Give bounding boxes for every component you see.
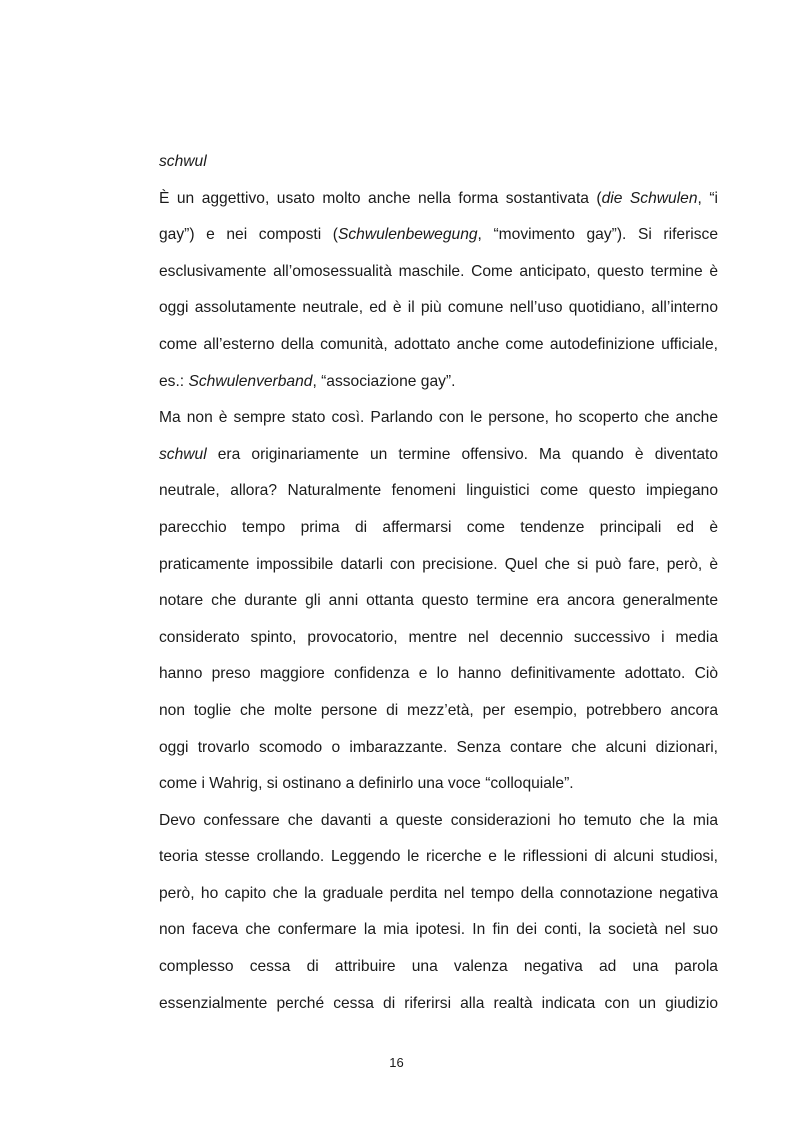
text-run: gay”) e nei composti ( xyxy=(159,226,338,244)
text-run: praticamente impossibile datarli con precisione. Quel che si può fare, però, è xyxy=(159,555,718,573)
text-line xyxy=(159,547,718,584)
text-run: Devo confessare che davanti a queste considerazioni ho temuto che la mia xyxy=(159,811,718,829)
text-line xyxy=(159,181,718,218)
text-run: esclusivamente all’omosessualità maschile. Come anticipato, questo termine è xyxy=(159,262,718,280)
text-line xyxy=(159,766,718,803)
text-line xyxy=(159,620,718,657)
text-run: neutrale, allora? Naturalmente fenomeni linguistici come questo impiegano xyxy=(159,482,718,500)
text-line xyxy=(159,217,718,254)
text-run: complesso cessa di attribuire una valenza negativa ad una parola xyxy=(159,958,718,976)
italic-term: Schwulenverband xyxy=(188,372,313,390)
text-run: considerato spinto, provocatorio, mentre nel decennio successivo i media xyxy=(159,628,718,646)
text-line xyxy=(159,400,718,437)
text-run: , “associazione gay”. xyxy=(312,372,456,390)
text-run: parecchio tempo prima di affermarsi come tendenze principali ed è xyxy=(159,518,718,536)
text-run: es.: xyxy=(159,372,189,390)
text-run: Ma non è sempre stato così. Parlando con le persone, ho scoperto che anche xyxy=(159,409,718,427)
text-line xyxy=(159,327,718,364)
paragraph xyxy=(159,181,718,401)
text-line xyxy=(159,473,718,510)
text-run: teoria stesse crollando. Leggendo le ricerche e le riflessioni di alcuni studiosi, xyxy=(159,848,718,866)
text-line xyxy=(159,949,718,986)
text-run: come i Wahrig, si ostinano a definirlo una voce “colloquiale”. xyxy=(159,775,574,793)
text-run: non faceva che confermare la mia ipotesi. In fin dei conti, la società nel suo xyxy=(159,921,718,939)
text-line xyxy=(159,803,718,840)
text-line xyxy=(159,730,718,767)
text-line xyxy=(159,290,718,327)
section-heading: schwul xyxy=(159,153,207,170)
paragraph xyxy=(159,803,718,1023)
text-run: oggi assolutamente neutrale, ed è il più comune nell’uso quotidiano, all’interno xyxy=(159,299,718,317)
text-run: oggi trovarlo scomodo o imbarazzante. Senza contare che alcuni dizionari, xyxy=(159,738,718,756)
text-line xyxy=(159,693,718,730)
text-run: , “i xyxy=(697,189,718,207)
italic-term: schwul xyxy=(159,445,207,463)
text-run: come all’esterno della comunità, adottato anche come autodefinizione ufficiale, xyxy=(159,335,718,353)
text-line xyxy=(159,510,718,547)
text-line xyxy=(159,986,718,1023)
paragraphs xyxy=(159,181,718,1023)
text-run: hanno preso maggiore confidenza e lo hanno definitivamente adottato. Ciò xyxy=(159,665,718,683)
text-line xyxy=(159,839,718,876)
text-run: però, ho capito che la graduale perdita nel tempo della connotazione negativa xyxy=(159,884,718,902)
text-run: È un aggettivo, usato molto anche nella forma sostantivata ( xyxy=(159,189,602,207)
text-line xyxy=(159,912,718,949)
text-line xyxy=(159,583,718,620)
paragraph xyxy=(159,400,718,803)
italic-term: die Schwulen xyxy=(601,189,698,207)
text-run: , “movimento gay”). Si riferisce xyxy=(477,226,718,244)
text-line xyxy=(159,656,718,693)
italic-term: Schwulenbewegung xyxy=(337,226,478,244)
text-line xyxy=(159,364,718,401)
text-run: essenzialmente perché cessa di riferirsi alla realtà indicata con un giudizio xyxy=(159,994,718,1012)
text-line xyxy=(159,254,718,291)
body-text xyxy=(159,144,718,1022)
text-line xyxy=(159,437,718,474)
text-run: non toglie che molte persone di mezz’età, per esempio, potrebbero ancora xyxy=(159,701,718,719)
text-line xyxy=(159,876,718,913)
text-run: era originariamente un termine offensivo. Ma quando è diventato xyxy=(206,445,718,463)
page-number: 16 xyxy=(389,1055,404,1070)
text-run: notare che durante gli anni ottanta questo termine era ancora generalmente xyxy=(159,592,718,610)
